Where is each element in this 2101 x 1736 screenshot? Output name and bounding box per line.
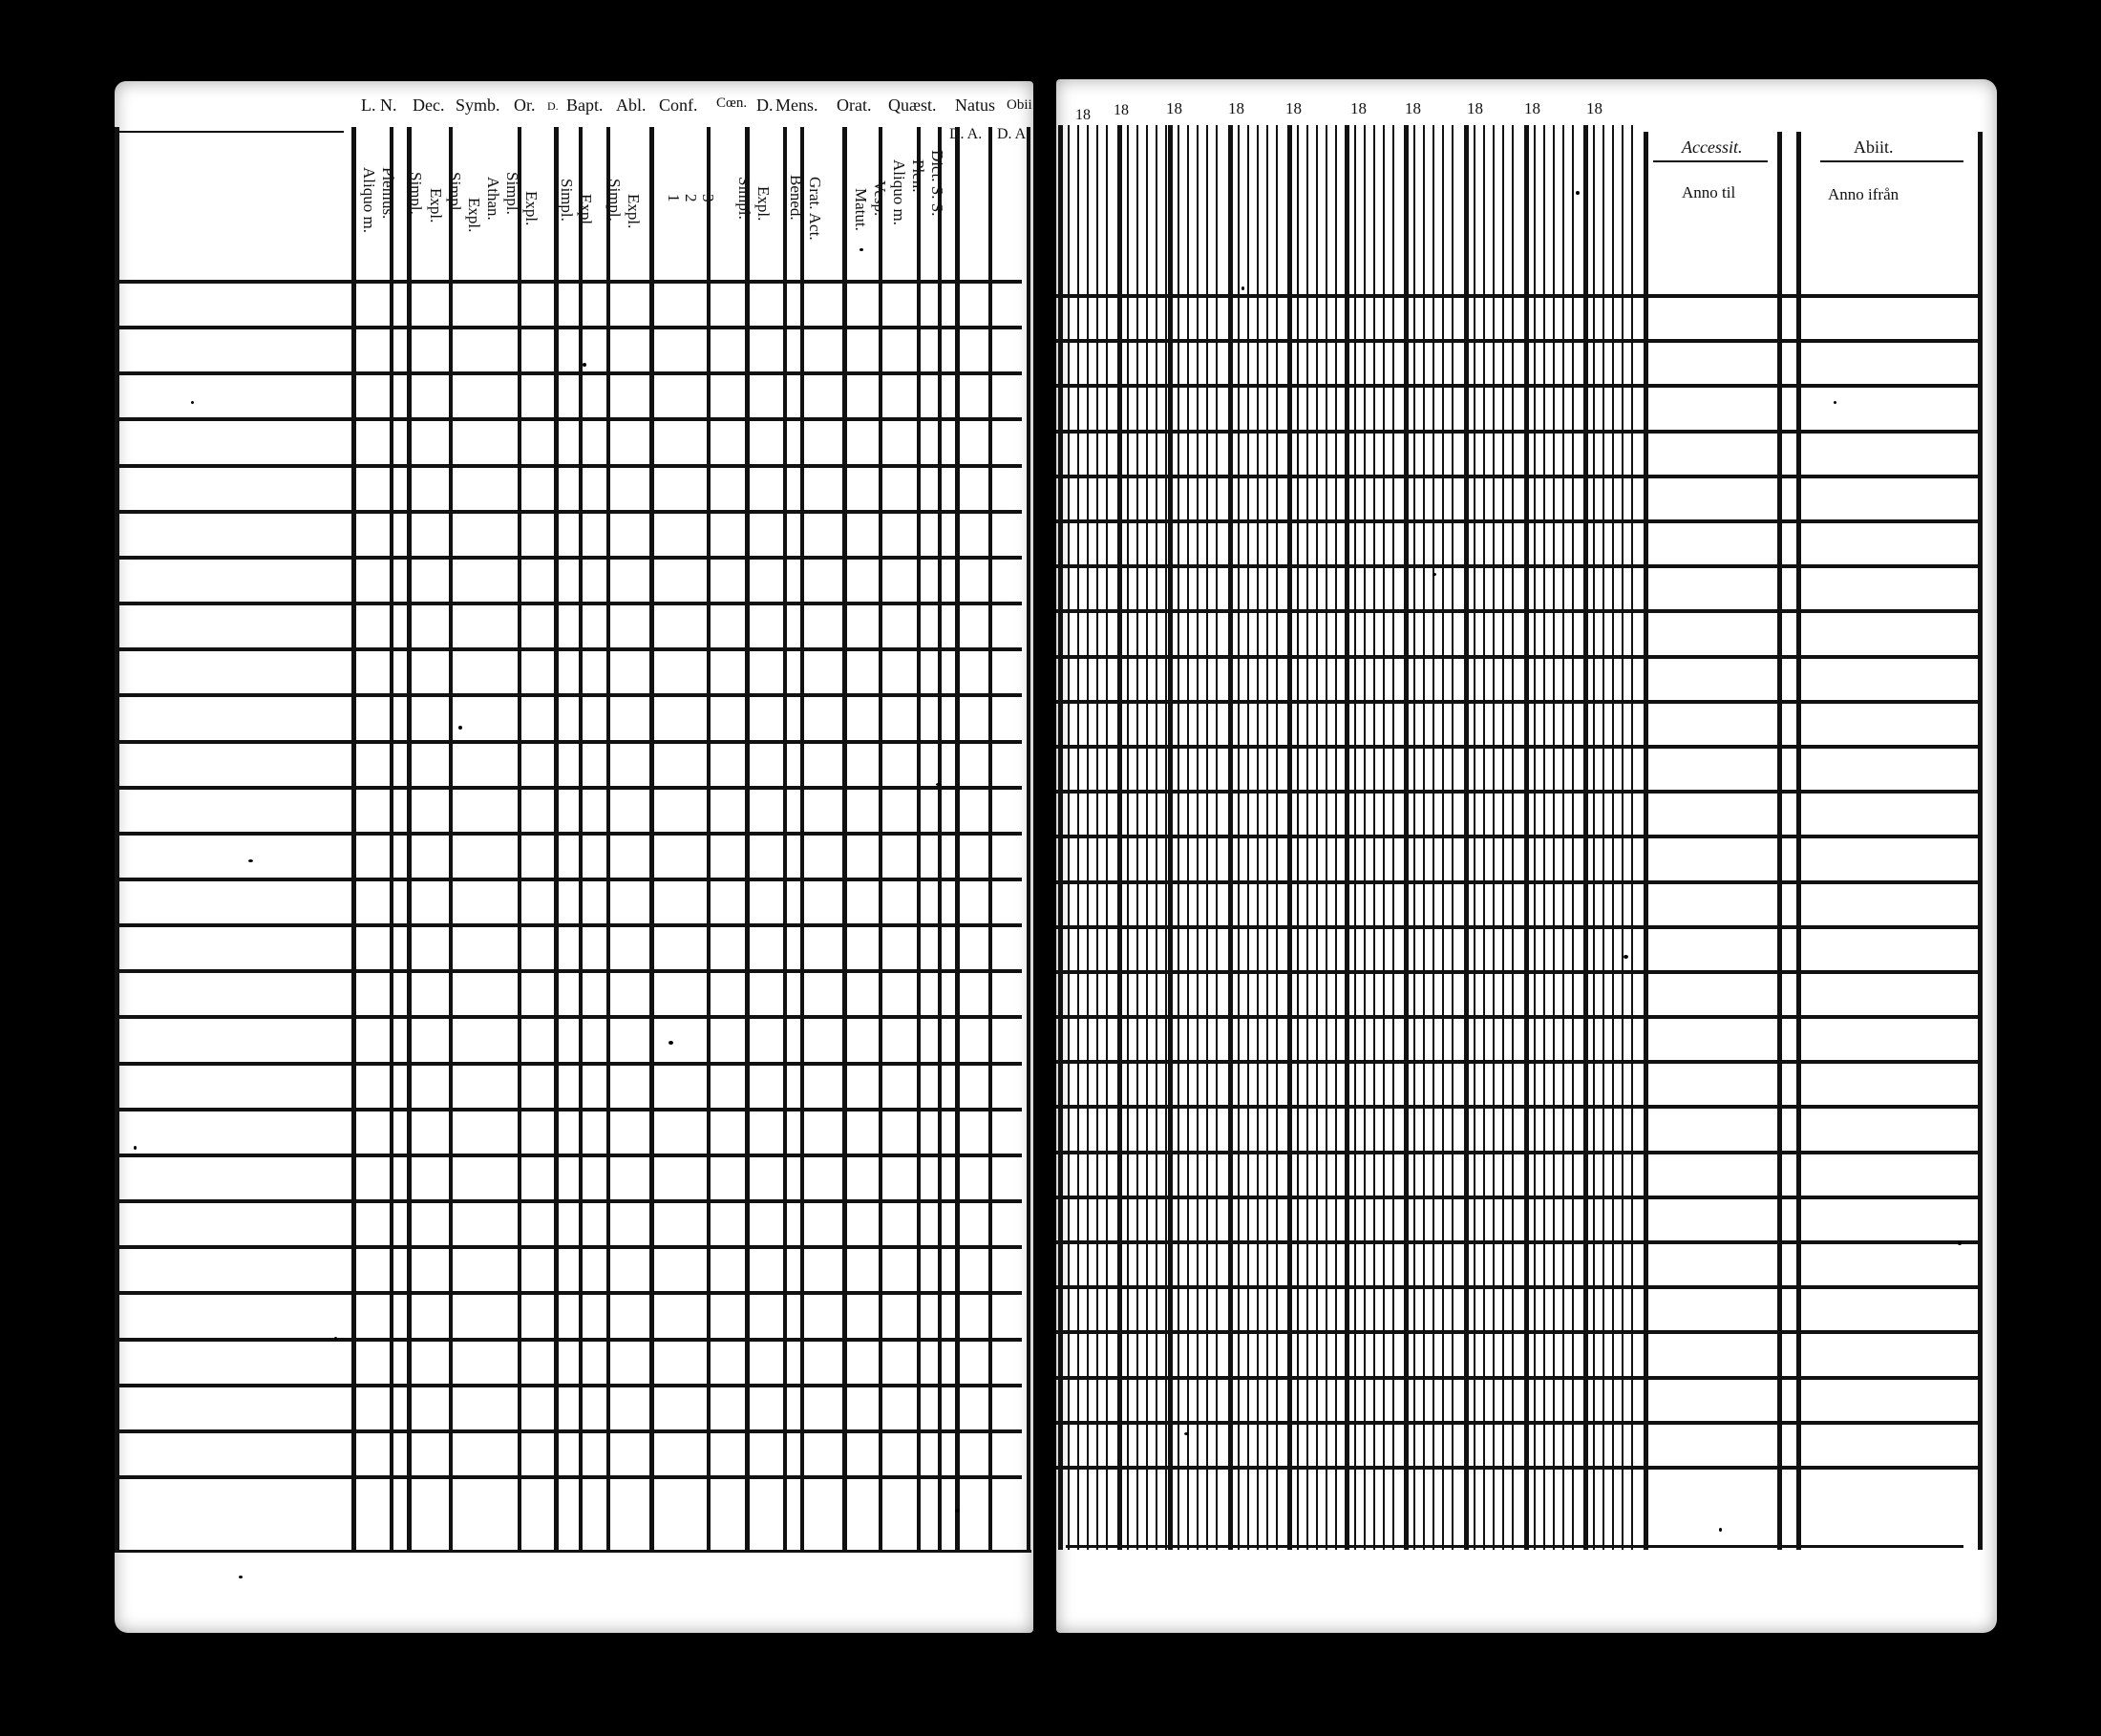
ledger-column-rule	[1404, 125, 1409, 1550]
ledger-column-rule	[1392, 125, 1394, 1550]
ledger-column-rule	[1354, 125, 1356, 1550]
ledger-column-rule	[1087, 125, 1089, 1550]
header-accessit: Accessit.	[1682, 138, 1743, 157]
ledger-row-rule	[115, 1154, 1022, 1157]
sub-aliquo-2: Aliquo m.	[890, 159, 908, 225]
ledger-row-rule	[1056, 1421, 1983, 1425]
sub-expl-1: Expl.	[427, 188, 445, 223]
ledger-row-rule	[115, 1062, 1022, 1066]
ledger-column-rule	[1266, 125, 1268, 1550]
ledger-column-rule	[649, 127, 654, 1552]
header-obii-sub: D. A.	[997, 126, 1030, 142]
paper-speck	[860, 248, 863, 251]
ledger-row-rule	[1056, 1151, 1983, 1154]
ledger-column-rule	[1027, 127, 1030, 1552]
ledger-row-rule	[115, 1015, 1022, 1019]
ledger-row-rule	[1056, 1376, 1983, 1380]
ledger-column-rule	[1474, 125, 1475, 1550]
year-prefix-4: 18	[1228, 99, 1244, 117]
ledger-row-rule	[1056, 1196, 1983, 1199]
ledger-row-rule	[1056, 1466, 1983, 1470]
paper-speck	[1834, 401, 1836, 404]
ledger-column-rule	[1096, 125, 1098, 1550]
year-prefix-8: 18	[1467, 99, 1483, 117]
ledger-column-rule	[783, 127, 787, 1552]
ledger-row-rule	[1056, 655, 1983, 659]
ledger-column-rule	[1602, 125, 1604, 1550]
ledger-column-rule	[1543, 125, 1545, 1550]
year-prefix-7: 18	[1405, 99, 1421, 117]
year-prefix-3: 18	[1166, 99, 1182, 117]
ledger-column-rule	[1612, 125, 1614, 1550]
ledger-column-rule	[1502, 125, 1504, 1550]
sub-simpl-6: Simpl.	[735, 177, 753, 220]
ledger-column-rule	[1136, 125, 1138, 1550]
ledger-column-rule	[1562, 125, 1564, 1550]
ledger-row-rule	[115, 693, 1022, 697]
sub-athan: Athan.	[484, 177, 502, 221]
sub-matut: Matut.	[852, 188, 870, 231]
left-page	[115, 81, 1033, 1633]
ledger-column-rule	[1464, 125, 1469, 1550]
ledger-column-rule	[1583, 125, 1588, 1550]
header-d1: D.	[547, 99, 559, 113]
ledger-row-rule	[1056, 1330, 1983, 1334]
ledger-row-rule	[115, 1245, 1022, 1249]
book-gutter	[1033, 67, 1056, 1652]
paper-speck	[134, 1146, 137, 1150]
ledger-row-rule	[1056, 519, 1983, 523]
header-abiit: Abiit.	[1854, 138, 1894, 157]
sub-vesp: Vesp.	[871, 180, 889, 217]
ledger-row-rule	[115, 417, 1022, 421]
ledger-column-rule	[1423, 125, 1425, 1550]
ledger-row-rule	[1056, 294, 1983, 298]
ledger-column-rule	[1413, 125, 1415, 1550]
ledger-column-rule	[1432, 125, 1434, 1550]
header-dec: Dec.	[413, 95, 445, 115]
header-obii: Obii	[1007, 97, 1032, 113]
ledger-column-rule	[1978, 132, 1983, 1550]
ledger-column-rule	[115, 127, 119, 1552]
sub-expl-5: Expl.	[625, 194, 643, 229]
year-prefix-6: 18	[1350, 99, 1367, 117]
year-prefix-2: 18	[1114, 102, 1129, 118]
ledger-row-rule	[115, 326, 1022, 329]
ledger-column-rule	[351, 127, 356, 1552]
paper-speck	[583, 363, 586, 367]
paper-speck	[239, 1576, 243, 1578]
paper-speck	[1242, 286, 1244, 290]
ledger-column-rule	[606, 127, 610, 1552]
header-orat: Orat.	[837, 95, 872, 115]
header-symb: Symb.	[456, 95, 500, 115]
sub-num-2: 2	[682, 194, 700, 202]
ledger-column-rule	[1165, 125, 1167, 1550]
year-prefix-9: 18	[1524, 99, 1540, 117]
header-coen: Cœn.	[716, 95, 748, 111]
ledger-row-rule	[115, 280, 1022, 284]
sub-num-3: 3	[699, 194, 717, 202]
ledger-column-rule	[745, 127, 750, 1552]
ledger-row-rule	[115, 1108, 1022, 1111]
ledger-row-rule	[1056, 790, 1983, 794]
ledger-row-rule	[1056, 384, 1983, 388]
header-bapt: Bapt.	[566, 95, 604, 115]
ledger-column-rule	[1364, 125, 1366, 1550]
ledger-row-rule	[1056, 745, 1983, 749]
ledger-row-rule	[1056, 835, 1983, 838]
ledger-column-rule	[1187, 125, 1189, 1550]
ledger-column-rule	[1197, 125, 1199, 1550]
header-accessit-sub: Anno til	[1682, 183, 1736, 201]
ledger-bottom-rule	[1066, 1545, 1963, 1548]
ledger-column-rule	[1106, 125, 1108, 1550]
ledger-row-rule	[1056, 339, 1983, 343]
ledger-column-rule	[1534, 125, 1536, 1550]
ledger-row-rule	[115, 510, 1022, 514]
ledger-column-rule	[1553, 125, 1555, 1550]
ledger-row-rule	[115, 923, 1022, 927]
ledger-column-rule	[554, 127, 559, 1552]
ledger-row-rule	[1056, 700, 1983, 704]
ledger-column-rule	[1622, 125, 1624, 1550]
ledger-column-rule	[518, 127, 521, 1552]
ledger-column-rule	[1238, 125, 1240, 1550]
paper-speck	[668, 1041, 673, 1045]
ledger-column-rule	[1345, 125, 1349, 1550]
ledger-column-rule	[1631, 125, 1633, 1550]
paper-speck	[1958, 1241, 1962, 1245]
ledger-row-rule	[115, 1429, 1022, 1433]
header-or: Or.	[514, 95, 536, 115]
ledger-column-rule	[1335, 125, 1337, 1550]
sub-simpl-4: Simpl.	[558, 179, 576, 222]
ledger-row-rule	[1056, 970, 1983, 974]
paper-speck	[248, 859, 253, 862]
ledger-row-rule	[1056, 564, 1983, 568]
right-page	[1056, 79, 1997, 1633]
ledger-row-rule	[115, 832, 1022, 836]
ledger-column-rule	[1483, 125, 1485, 1550]
ledger-column-rule	[1156, 125, 1157, 1550]
ledger-column-rule	[1373, 125, 1375, 1550]
paper-speck	[1576, 191, 1580, 195]
ledger-row-rule	[115, 647, 1022, 651]
ledger-column-rule	[917, 127, 921, 1552]
ledger-column-rule	[390, 127, 393, 1552]
ledger-column-rule	[955, 127, 960, 1552]
year-prefix-10: 18	[1586, 99, 1602, 117]
ledger-column-rule	[1493, 125, 1495, 1550]
ledger-column-rule	[1452, 125, 1454, 1550]
ledger-column-rule	[707, 127, 711, 1552]
ledger-row-rule	[1056, 880, 1983, 884]
ledger-row-rule	[115, 740, 1022, 744]
ledger-column-rule	[1593, 125, 1595, 1550]
ledger-column-rule	[407, 127, 412, 1552]
header-abl: Abl.	[616, 95, 647, 115]
ledger-column-rule	[1276, 125, 1278, 1550]
paper-speck	[1184, 1432, 1189, 1435]
accessit-underline	[1653, 160, 1768, 162]
ledger-row-rule	[1056, 1285, 1983, 1289]
sub-expl-2: Expl.	[465, 198, 483, 233]
ledger-row-rule	[115, 1338, 1022, 1342]
ledger-column-rule	[1524, 125, 1529, 1550]
ledger-column-rule	[800, 127, 804, 1552]
ledger-column-rule	[1257, 125, 1259, 1550]
ledger-row-rule	[1056, 430, 1983, 434]
paper-speck	[955, 1509, 960, 1513]
ledger-column-rule	[1178, 125, 1179, 1550]
paper-speck	[1719, 1528, 1722, 1532]
ledger-row-rule	[1056, 925, 1983, 929]
ledger-column-rule	[1168, 125, 1173, 1550]
sub-num-1: 1	[665, 194, 683, 202]
ledger-column-rule	[1146, 125, 1148, 1550]
header-abiit-sub: Anno ifrån	[1828, 185, 1899, 203]
ledger-row-rule	[115, 969, 1022, 973]
header-natus: Natus	[955, 95, 995, 115]
ledger-column-rule	[1326, 125, 1327, 1550]
ledger-column-rule	[1058, 125, 1063, 1550]
paper-speck	[334, 1337, 337, 1340]
ledger-column-rule	[1068, 125, 1070, 1550]
ledger-row-rule	[115, 464, 1022, 468]
abiit-underline	[1820, 160, 1963, 162]
ledger-column-rule	[1297, 125, 1299, 1550]
ledger-column-rule	[1306, 125, 1308, 1550]
sub-expl-6: Expl.	[754, 186, 773, 222]
paper-speck	[1432, 573, 1436, 576]
ledger-row-rule	[115, 1199, 1022, 1203]
header-natus-sub: D. A.	[949, 126, 983, 142]
ledger-row-rule	[115, 1475, 1022, 1479]
ledger-row-rule	[1056, 609, 1983, 613]
ledger-column-rule	[1644, 132, 1648, 1550]
header-d2: D.	[756, 95, 774, 115]
ledger-column-rule	[988, 127, 992, 1552]
sub-grat-act: Grat. Act.	[806, 177, 824, 241]
ledger-row-rule	[1056, 1015, 1983, 1019]
ledger-row-rule	[115, 556, 1022, 560]
sub-expl-4: Expl.	[577, 194, 595, 229]
paper-speck	[1624, 955, 1628, 959]
ledger-row-rule	[1056, 475, 1983, 478]
ledger-column-rule	[449, 127, 453, 1552]
ledger-column-rule	[1247, 125, 1249, 1550]
ledger-column-rule	[1442, 125, 1444, 1550]
sub-simpl-3: Simpl.	[503, 172, 521, 215]
ledger-row-rule	[1056, 1240, 1983, 1244]
ledger-column-rule	[1077, 125, 1079, 1550]
ledger-column-rule	[1316, 125, 1318, 1550]
sub-simpl-5: Simpl.	[605, 179, 624, 222]
ledger-column-rule	[1796, 132, 1801, 1550]
ledger-column-rule	[1117, 125, 1122, 1550]
sub-plenius: Plenius.	[379, 167, 397, 220]
paper-speck	[1337, 1241, 1340, 1244]
sub-expl-3: Expl.	[522, 191, 541, 226]
ledger-bottom-rule	[115, 1550, 1031, 1553]
ledger-row-rule	[115, 1384, 1022, 1387]
paper-speck	[458, 726, 462, 730]
header-ln: L. N.	[361, 95, 397, 115]
ledger-column-rule	[842, 127, 847, 1552]
header-quaest: Quæst.	[888, 95, 937, 115]
sub-dict-ss: Dict. S. S.	[928, 150, 946, 217]
ledger-row-rule	[115, 1291, 1022, 1295]
ledger-column-rule	[579, 127, 583, 1552]
ledger-column-rule	[1216, 125, 1218, 1550]
year-prefix-1: 18	[1075, 107, 1091, 123]
ledger-row-rule	[115, 878, 1022, 881]
ledger-column-rule	[1206, 125, 1208, 1550]
ledger-column-rule	[938, 127, 942, 1552]
ledger-row-rule	[1056, 1060, 1983, 1064]
ledger-row-rule	[115, 786, 1022, 790]
year-prefix-5: 18	[1285, 99, 1302, 117]
sub-bened: Bened.	[787, 175, 805, 221]
ledger-row-rule	[1056, 1105, 1983, 1109]
header-mens: Mens.	[775, 95, 818, 115]
sub-simpl-2: Simpl.	[446, 172, 464, 215]
header-top-rule	[115, 131, 344, 133]
ledger-column-rule	[1777, 132, 1782, 1550]
ledger-column-rule	[1127, 125, 1129, 1550]
header-conf: Conf.	[659, 95, 698, 115]
ledger-column-rule	[1572, 125, 1574, 1550]
ledger-row-rule	[115, 602, 1022, 605]
ledger-row-rule	[115, 371, 1022, 375]
sub-aliquo-1: Aliquo m.	[360, 167, 378, 233]
ledger-column-rule	[1512, 125, 1514, 1550]
sub-simpl-1: Simpl.	[407, 172, 425, 215]
ledger-column-rule	[1383, 125, 1385, 1550]
ledger-column-rule	[879, 127, 882, 1552]
paper-speck	[936, 783, 941, 786]
sub-plen: Plen.	[909, 159, 927, 193]
ledger-column-rule	[1287, 125, 1292, 1550]
ledger-column-rule	[1228, 125, 1233, 1550]
paper-speck	[191, 401, 194, 404]
